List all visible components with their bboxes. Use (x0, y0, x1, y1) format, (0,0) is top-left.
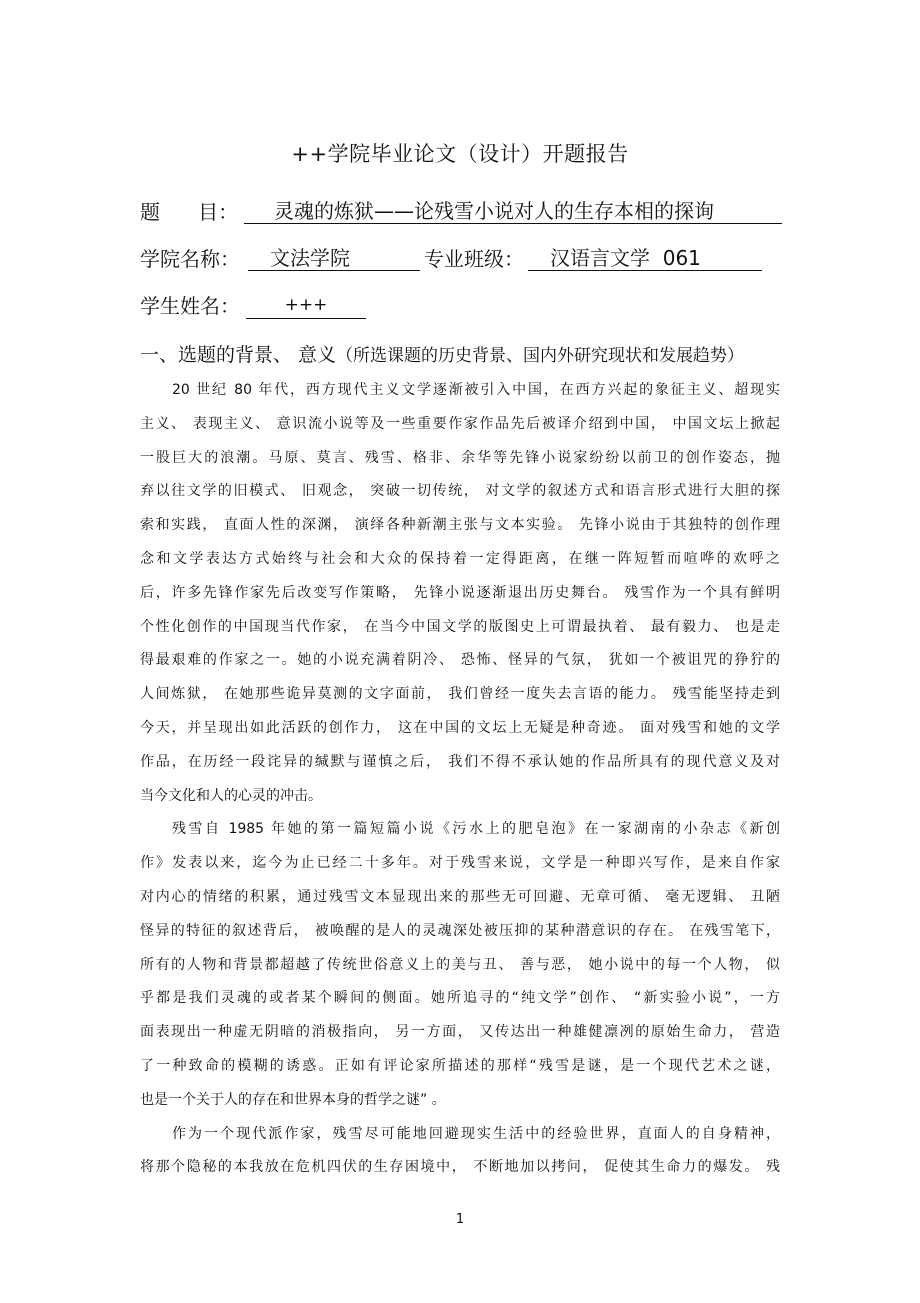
text-line: 主义、 表现主义、 意识流小说等及一些重要作家作品先后被译介绍到中国， 中国文坛上掀起 (140, 415, 780, 432)
section-heading-note: （所选课题的历史背景、国内外研究现状和发展趋势） (336, 346, 745, 366)
section-heading (140, 340, 744, 367)
topic-value: 灵魂的炼狱——论残雪小说对人的生存本相的探询 (244, 198, 782, 224)
text-line: 今天，并呈现出如此活跃的创作力， 这在中国的文坛上无疑是种奇迹。 面对残雪和她的文学 (140, 719, 780, 736)
text-line: 作为一个现代派作家，残雪尽可能地回避现实生活中的经验世界，直面人的自身精神， (172, 1125, 780, 1142)
text-line: 对内心的情绪的积累，通过残雪文本显现出来的那些无可回避、无章可循、 毫无逻辑、 丑陋 (140, 888, 780, 905)
topic-label: 题 目： (140, 200, 239, 224)
text-line: 20 世纪 80 年代，西方现代主义文学逐渐被引入中国，在西方兴起的象征主义、超现实 (172, 382, 780, 398)
college-value: 文法学院 (248, 245, 420, 271)
text-line: 当今文化和人的心灵的冲击。 (140, 787, 322, 804)
text-line: 个性化创作的中国现当代作家， 在当今中国文学的版图史上可谓最执着、 最有毅力、 也是走 (140, 618, 780, 635)
paragraph-2 (140, 813, 780, 1117)
student-label: 学生姓名： (140, 294, 240, 318)
class-value: 汉语言文学 061 (528, 245, 762, 271)
text-line: 也是一个关于人的存在和世界本身的哲学之谜” 。 (140, 1091, 446, 1108)
text-line: 面表现出一种虚无阴暗的消极指向， 另一方面， 又传达出一种雄健凛冽的原始生命力， 营造 (140, 1024, 780, 1041)
text-line: 乎都是我们灵魂的或者某个瞬间的侧面。她所追寻的“纯文学”创作、 “新实验小说”，一方 (140, 990, 780, 1007)
text-line: 弃以往文学的旧模式、 旧观念， 突破一切传统， 对文学的叙述方式和语言形式进行大胆的探 (140, 483, 780, 500)
text-line: 索和实践， 直面人性的深渊， 演绎各种新潮主张与文本实验。 先锋小说由于其独特的创作理 (140, 517, 780, 534)
body-text (140, 374, 780, 1185)
class-label: 专业班级： (424, 247, 524, 271)
text-line: 念和文学表达方式始终与社会和大众的保持着一定得距离，在继一阵短暂而喧哗的欢呼之 (140, 550, 780, 567)
text-line: 作品，在历经一段诧异的缄默与谨慎之后， 我们不得不承认她的作品所具有的现代意义及对 (140, 753, 780, 770)
college-row (140, 245, 240, 273)
section-heading-text: 一、选题的背景、 意义 (140, 344, 337, 366)
class-row (424, 245, 524, 273)
text-line: 作》发表以来，迄今为止已经二十多年。对于残雪来说，文学是一种即兴写作，是来自作家 (140, 855, 780, 872)
text-line: 一股巨大的浪潮。马原、莫言、残雪、格非、余华等先锋小说家纷纷以前卫的创作姿态，抛 (140, 449, 780, 466)
text-line: 残雪自 1985 年她的第一篇短篇小说《污水上的肥皂泡》在一家湖南的小杂志《新创 (172, 821, 780, 838)
student-row (140, 292, 240, 320)
paragraph-1 (140, 374, 780, 813)
student-value: +++ (246, 292, 366, 319)
text-line: 怪异的特征的叙述背后， 被唤醒的是人的灵魂深处被压抑的某种潜意识的存在。 在残雪笔下， (140, 922, 780, 939)
text-line: 得最艰难的作家之一。她的小说充满着阴冷、 恐怖、怪异的气氛， 犹如一个被诅咒的狰狞的 (140, 652, 780, 669)
page-title: ++学院毕业论文（设计）开题报告 (291, 142, 629, 166)
text-line: 后，许多先锋作家先后改变写作策略， 先锋小说逐渐退出历史舞台。 残雪作为一个具有鲜明 (140, 584, 780, 601)
college-label: 学院名称： (140, 247, 240, 271)
topic-row (140, 198, 238, 226)
text-line: 了一种致命的模糊的诱惑。正如有评论家所描述的那样“残雪是谜，是一个现代艺术之谜， (140, 1057, 780, 1074)
text-line: 将那个隐秘的本我放在危机四伏的生存困境中， 不断地加以拷问， 促使其生命力的爆发。 残 (140, 1159, 780, 1176)
page-number: 1 (455, 1212, 465, 1227)
text-line: 所有的人物和背景都超越了传统世俗意义上的美与丑、 善与恶， 她小说中的每一个人物， 似 (140, 956, 780, 973)
text-line: 人间炼狱， 在她那些诡异莫测的文字面前， 我们曾经一度失去言语的能力。 残雪能坚持走到 (140, 686, 780, 703)
paragraph-3 (140, 1118, 780, 1186)
